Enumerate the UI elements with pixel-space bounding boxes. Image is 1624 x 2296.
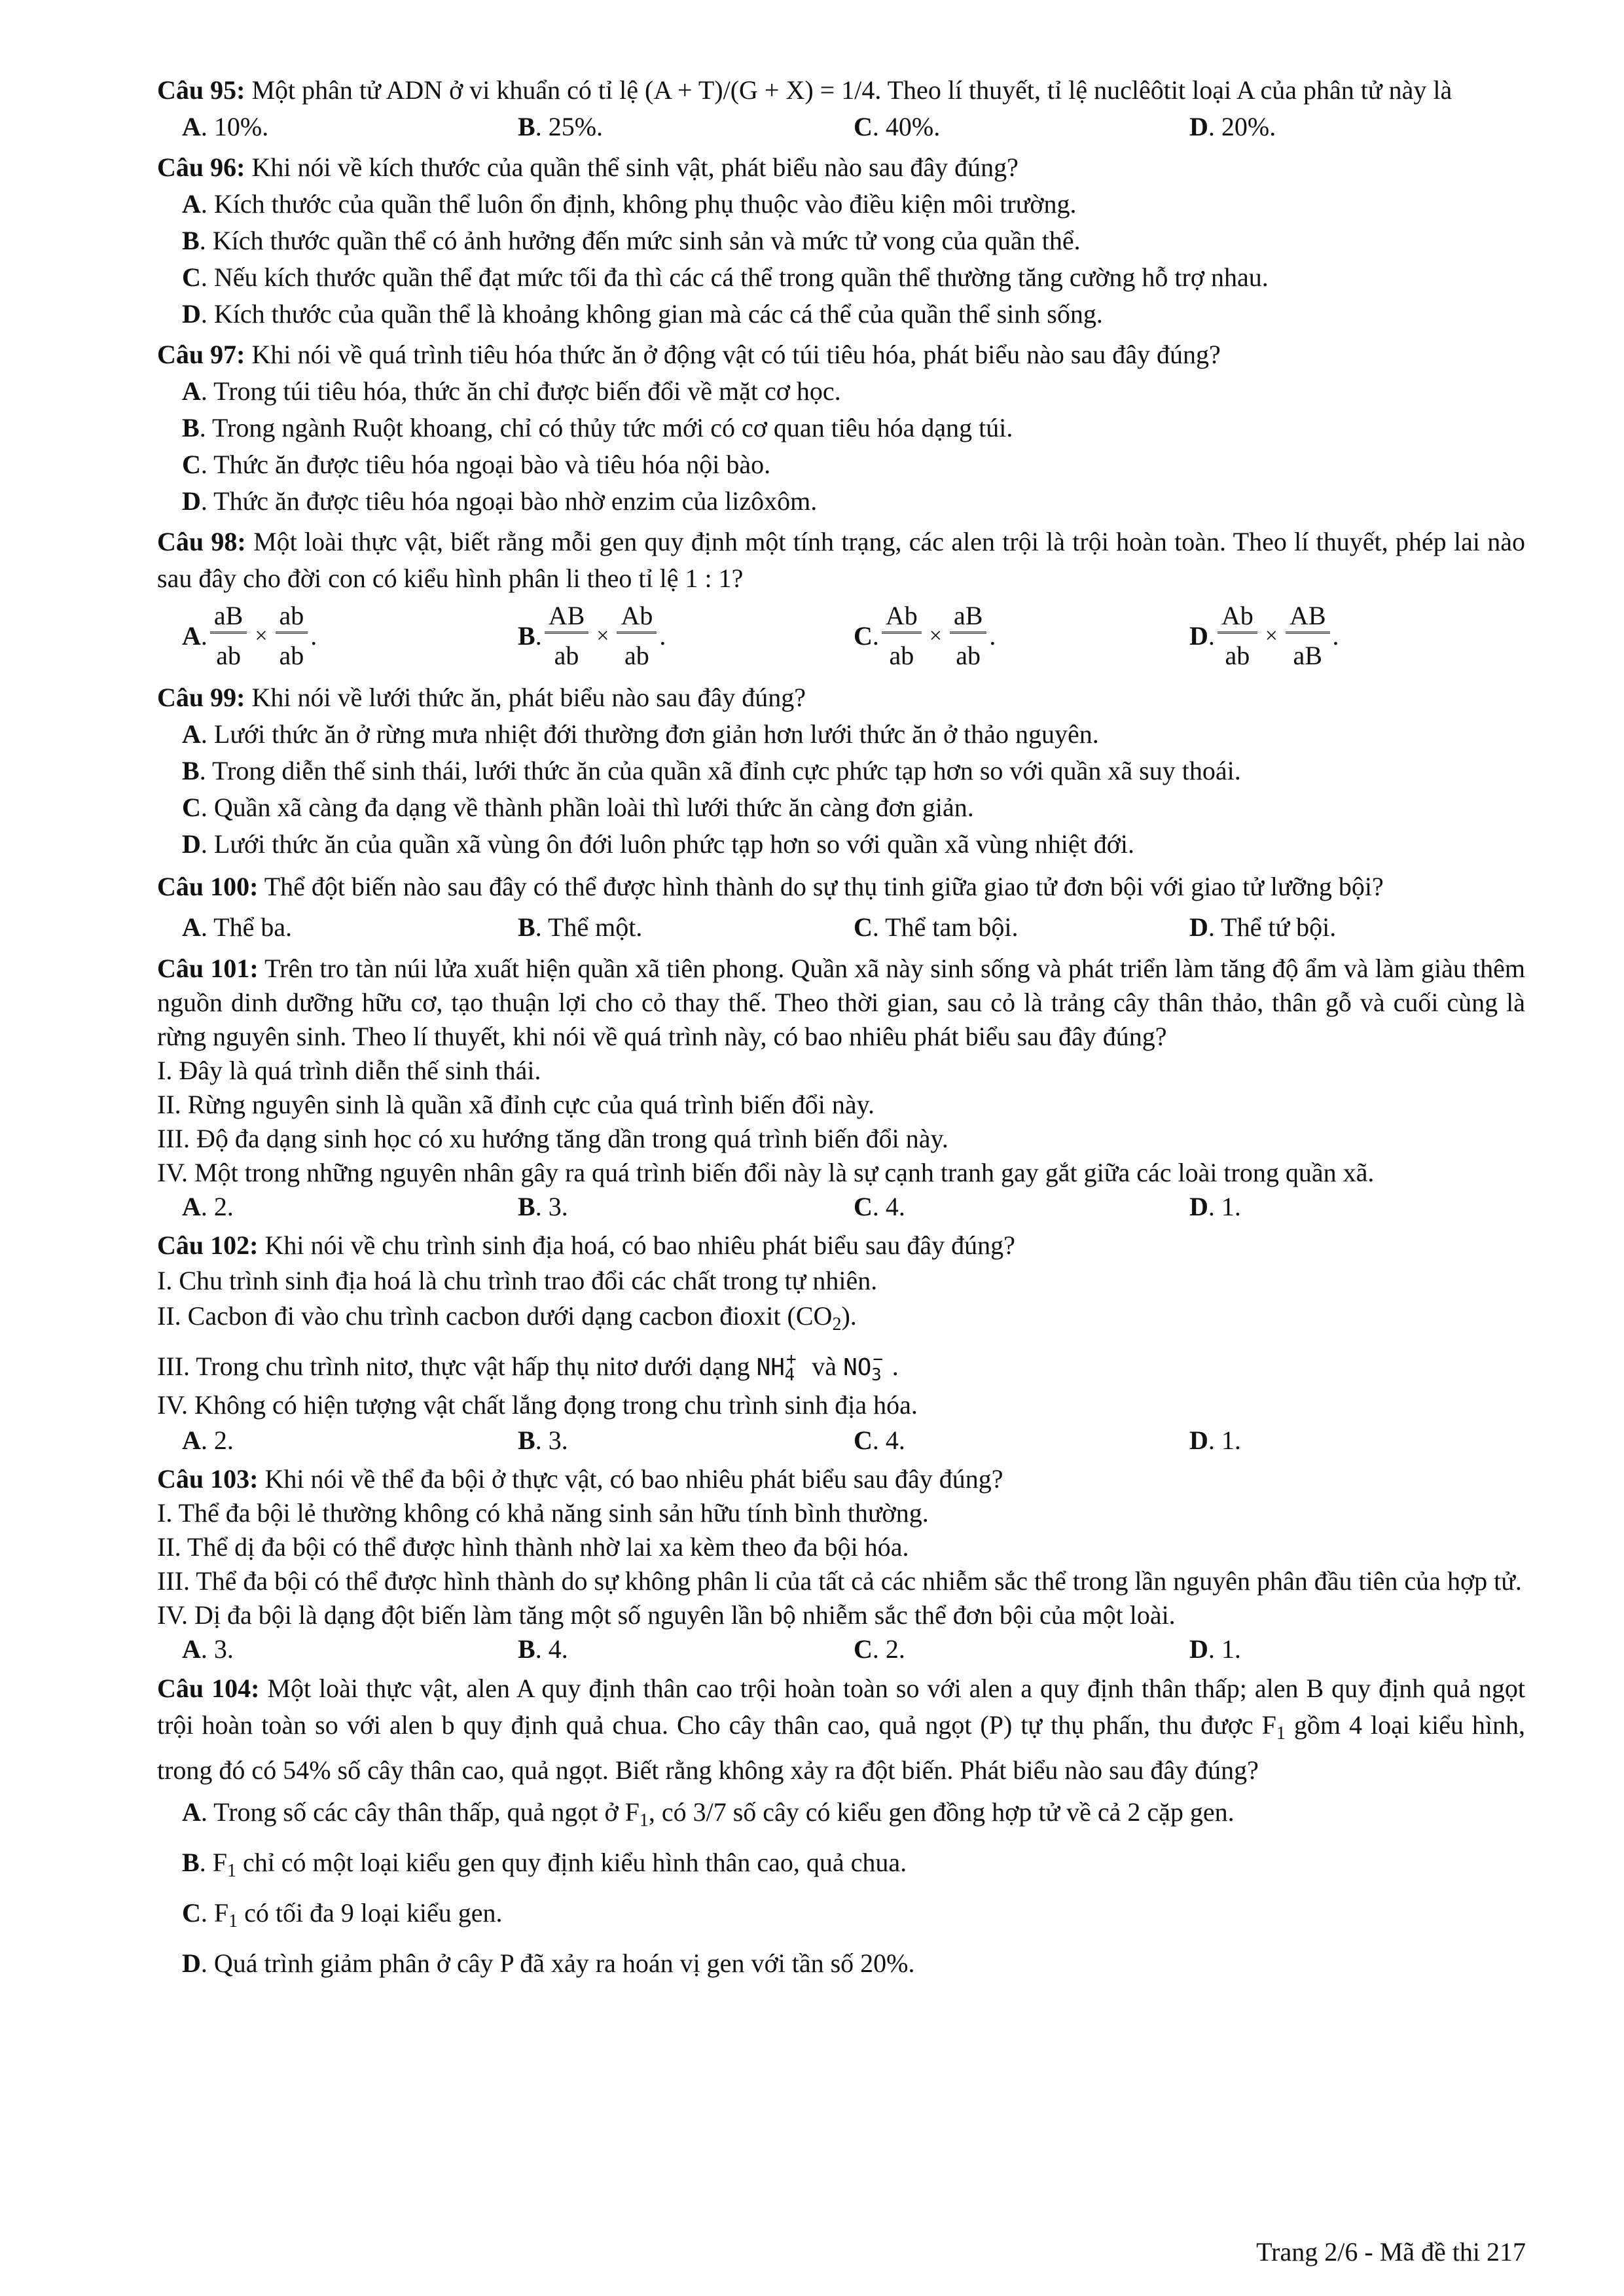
option-label: D xyxy=(1189,912,1208,942)
option-c[interactable] xyxy=(157,446,1525,483)
genotype-bottom: ab xyxy=(1225,640,1250,670)
statement-3 xyxy=(157,1349,1525,1388)
option-label: D xyxy=(1189,1634,1208,1664)
answer-options xyxy=(157,597,1525,675)
question-102 xyxy=(157,1228,1525,1458)
option-c[interactable] xyxy=(157,259,1525,296)
option-c[interactable] xyxy=(854,109,1189,145)
option-d[interactable] xyxy=(1189,600,1525,673)
option-label: D xyxy=(182,486,201,516)
subscript: 1 xyxy=(228,1911,238,1931)
option-text: . Thể tam bội. xyxy=(872,912,1019,942)
option-c[interactable] xyxy=(854,907,1189,948)
option-text: . 25%. xyxy=(535,112,604,141)
option-text: . 20%. xyxy=(1208,112,1276,141)
times-icon: × xyxy=(1265,624,1278,648)
option-label: C xyxy=(182,1898,201,1928)
subscript: 2 xyxy=(832,1314,842,1335)
option-c[interactable] xyxy=(854,600,1189,673)
option-a[interactable] xyxy=(182,1190,518,1224)
option-c[interactable] xyxy=(854,1190,1189,1224)
question-number: Câu 104: xyxy=(157,1674,260,1703)
subscript: 1 xyxy=(226,1861,236,1881)
genotype-top: Ab xyxy=(1218,600,1257,634)
question-104 xyxy=(157,1670,1525,1982)
option-text: . 4. xyxy=(535,1634,568,1664)
option-a[interactable] xyxy=(182,109,518,145)
option-b[interactable] xyxy=(518,600,854,673)
option-text: . Thể một. xyxy=(535,912,643,942)
nitrate-ion xyxy=(843,1350,892,1388)
statement-2: II. Thể dị đa bội có thể được hình thành nhờ lai xa kèm theo đa bội hóa. xyxy=(157,1532,909,1562)
genotype-fraction xyxy=(1218,600,1257,673)
question-number: Câu 99: xyxy=(157,683,245,712)
option-dot: . xyxy=(535,621,542,651)
statement-3: III. Thể đa bội có thể được hình thành do sự không phân li của tất cả các nhiễm sắc thể trong lần nguyên phân đầu tiên của hợp tử. xyxy=(157,1566,1522,1596)
question-text: Một phân tử ADN ở vi khuẩn có tỉ lệ (A + T)/(G + X) = 1/4. Theo lí thuyết, tỉ lệ nuclêôtit loại A của phân tử này là xyxy=(245,75,1453,105)
genotype-bottom: ab xyxy=(279,640,304,670)
answer-options xyxy=(157,1632,1525,1666)
page-footer: Trang 2/6 - Mã đề thi 217 xyxy=(1256,2237,1526,2267)
question-text: Khi nói về kích thước của quần thể sinh vật, phát biểu nào sau đây đúng? xyxy=(245,152,1019,182)
question-stem xyxy=(157,1670,1525,1789)
option-text: . 3. xyxy=(200,1634,234,1664)
option-label: A xyxy=(182,1797,201,1827)
option-c[interactable] xyxy=(157,789,1525,826)
answer-options xyxy=(157,1423,1525,1458)
question-stem xyxy=(157,679,1525,716)
option-a[interactable] xyxy=(157,1794,1525,1839)
option-label: A xyxy=(182,189,201,219)
option-label: C xyxy=(854,1192,873,1221)
option-text: . 2. xyxy=(872,1634,905,1664)
genotype-bottom: ab xyxy=(624,640,649,670)
question-text: Một loài thực vật, biết rằng mỗi gen quy định một tính trạng, các alen trội là trội hoàn toàn. Theo lí thuyết, phép lai nào sau đây cho đời con có kiểu hình phân li theo tỉ lệ 1 : 1? xyxy=(157,527,1526,593)
genotype-top: aB xyxy=(950,600,986,634)
question-99 xyxy=(157,679,1525,863)
option-c[interactable] xyxy=(157,1895,1525,1940)
statement-4: IV. Một trong những nguyên nhân gây ra quá trình biến đổi này là sự cạnh tranh gay gắt giữa các loài trong quần xã. xyxy=(157,1158,1375,1187)
option-text: . Trong diễn thế sinh thái, lưới thức ăn của quần xã đỉnh cực phức tạp hơn so với quần xã suy thoái. xyxy=(199,756,1241,785)
option-b[interactable] xyxy=(157,223,1525,259)
exam-page xyxy=(157,72,1525,1982)
option-d[interactable] xyxy=(157,483,1525,520)
option-label: C xyxy=(182,793,201,822)
question-number: Câu 100: xyxy=(157,872,259,901)
option-label: D xyxy=(182,1948,201,1978)
question-stem xyxy=(157,524,1525,597)
statement-2 xyxy=(157,1299,1525,1342)
option-text: . Kích thước của quần thể luôn ổn định, không phụ thuộc vào điều kiện môi trường. xyxy=(200,189,1077,219)
question-text: Khi nói về lưới thức ăn, phát biểu nào sau đây đúng? xyxy=(245,683,806,712)
question-stem xyxy=(157,1462,1525,1496)
ammonium-ion xyxy=(757,1350,806,1388)
question-number: Câu 95: xyxy=(157,75,245,105)
option-text-cont: , có 3/7 số cây có kiểu gen đồng hợp tử về cả 2 cặp gen. xyxy=(648,1797,1235,1827)
option-text: . 40%. xyxy=(872,112,941,141)
option-label: A xyxy=(182,1634,201,1664)
statement-2: II. Rừng nguyên sinh là quần xã đỉnh cực của quá trình biến đổi này. xyxy=(157,1090,875,1119)
question-number: Câu 96: xyxy=(157,152,245,182)
option-label: B xyxy=(518,1634,535,1664)
option-period: . xyxy=(1332,621,1339,651)
option-a[interactable] xyxy=(182,1632,518,1666)
question-96 xyxy=(157,149,1525,332)
option-label: C xyxy=(854,621,873,651)
question-text: Trên tro tàn núi lửa xuất hiện quần xã tiên phong. Quần xã này sinh sống và phát triển làm tăng độ ẩm và làm giàu thêm nguồn dinh dưỡng hữu cơ, tạo thuận lợi cho cỏ thay thế. Theo thời gian, sau cỏ là trảng cây thân thảo, thân gỗ và cuối cùng là rừng nguyên sinh. Theo lí thuyết, khi nói về quá trình này, có bao nhiêu phát biểu sau đây đúng? xyxy=(157,954,1525,1051)
genotype-top: Ab xyxy=(882,600,922,634)
answer-options xyxy=(157,907,1525,948)
option-label: A xyxy=(182,1192,201,1221)
answer-options xyxy=(157,109,1525,145)
option-text: . 1. xyxy=(1208,1426,1241,1455)
option-label: C xyxy=(182,450,201,479)
statement-tail: . xyxy=(892,1352,899,1381)
statement-1: I. Thể đa bội lẻ thường không có khả năng sinh sản hữu tính bình thường. xyxy=(157,1498,929,1528)
option-text: . Nếu kích thước quần thể đạt mức tối đa thì các cá thể trong quần thể thường tăng cường hỗ trợ nhau. xyxy=(200,262,1269,292)
question-103 xyxy=(157,1462,1525,1666)
option-text: . Thức ăn được tiêu hóa ngoại bào và tiêu hóa nội bào. xyxy=(200,450,771,479)
option-a[interactable] xyxy=(182,907,518,948)
option-text: . F xyxy=(200,1898,229,1928)
option-b[interactable] xyxy=(518,109,854,145)
genotype-fraction xyxy=(950,600,986,673)
option-text: . Lưới thức ăn ở rừng mưa nhiệt đới thường đơn giản hơn lưới thức ăn ở thảo nguyên. xyxy=(200,719,1099,749)
option-text: . Thể ba. xyxy=(200,912,293,942)
genotype-top: ab xyxy=(276,600,308,634)
statement-4: IV. Không có hiện tượng vật chất lắng đọng trong chu trình sinh địa hóa. xyxy=(157,1390,918,1420)
option-a[interactable] xyxy=(157,186,1525,223)
option-label: B xyxy=(518,1426,535,1455)
statement-text: II. Cacbon đi vào chu trình cacbon dưới dạng cacbon đioxit (CO xyxy=(157,1301,833,1331)
option-label: D xyxy=(182,299,201,329)
option-text: . 2. xyxy=(200,1192,234,1221)
option-text-cont: chỉ có một loại kiểu gen quy định kiểu hình thân cao, quả chua. xyxy=(236,1848,907,1877)
question-text: Khi nói về thể đa bội ở thực vật, có bao nhiêu phát biểu sau đây đúng? xyxy=(258,1464,1003,1494)
question-98 xyxy=(157,524,1525,675)
times-icon: × xyxy=(255,624,268,648)
question-stem xyxy=(157,952,1525,1054)
option-a[interactable] xyxy=(182,1423,518,1458)
genotype-top: AB xyxy=(545,600,589,634)
option-period: . xyxy=(310,621,317,651)
statement-4: IV. Dị đa bội là dạng đột biến làm tăng một số nguyên lần bộ nhiễm sắc thể đơn bội của một loài. xyxy=(157,1600,1176,1630)
times-icon: × xyxy=(929,624,942,648)
option-text: . 3. xyxy=(535,1426,568,1455)
genotype-top: aB xyxy=(210,600,247,634)
option-text: . 4. xyxy=(872,1426,905,1455)
option-dot: . xyxy=(872,621,879,651)
statement-1: I. Đây là quá trình diễn thế sinh thái. xyxy=(157,1056,541,1085)
option-label: A xyxy=(182,376,201,406)
option-d[interactable] xyxy=(1189,1423,1525,1458)
option-d[interactable] xyxy=(1189,907,1525,948)
option-text: . 1. xyxy=(1208,1634,1241,1664)
option-dot: . xyxy=(200,621,208,651)
genotype-top: AB xyxy=(1286,600,1330,634)
option-c[interactable] xyxy=(854,1632,1189,1666)
option-label: D xyxy=(1189,621,1208,651)
option-text: . Trong túi tiêu hóa, thức ăn chỉ được biến đổi về mặt cơ học. xyxy=(200,376,841,406)
question-text-cont: gồm 4 loại kiểu hình, trong đó có 54% số cây thân cao, quả ngọt. Biết rằng không xảy ra đột biến. Phát biểu nào sau đây đúng? xyxy=(157,1710,1525,1785)
question-number: Câu 103: xyxy=(157,1464,259,1494)
option-label: A xyxy=(182,112,201,141)
genotype-fraction xyxy=(617,600,657,673)
option-label: B xyxy=(518,621,535,651)
option-a[interactable] xyxy=(157,373,1525,410)
option-label: B xyxy=(182,226,200,255)
option-b[interactable] xyxy=(518,907,854,948)
question-stem xyxy=(157,149,1525,186)
question-101 xyxy=(157,952,1525,1224)
option-b[interactable] xyxy=(157,1844,1525,1890)
option-d[interactable] xyxy=(157,1945,1525,1982)
question-100 xyxy=(157,867,1525,948)
option-b[interactable] xyxy=(157,410,1525,446)
question-95 xyxy=(157,72,1525,145)
connector-text: và xyxy=(805,1352,844,1381)
question-stem xyxy=(157,867,1525,907)
option-label: D xyxy=(1189,112,1208,141)
question-number: Câu 97: xyxy=(157,340,245,369)
genotype-bottom: ab xyxy=(216,640,241,670)
genotype-bottom: ab xyxy=(554,640,579,670)
question-number: Câu 102: xyxy=(157,1230,259,1260)
option-label: C xyxy=(182,262,201,292)
option-label: B xyxy=(518,1192,535,1221)
option-text: . Lưới thức ăn của quần xã vùng ôn đới luôn phức tạp hơn so với quần xã vùng nhiệt đới. xyxy=(200,829,1135,859)
option-text: . Quá trình giảm phân ở cây P đã xảy ra hoán vị gen với tần số 20%. xyxy=(200,1948,915,1978)
option-b[interactable] xyxy=(518,1190,854,1224)
option-label: C xyxy=(854,1634,873,1664)
question-text: Khi nói về quá trình tiêu hóa thức ăn ở động vật có túi tiêu hóa, phát biểu nào sau đây đúng? xyxy=(245,340,1221,369)
option-dot: . xyxy=(1208,621,1215,651)
genotype-fraction xyxy=(545,600,589,673)
ion-charge: − xyxy=(873,1350,884,1369)
option-c[interactable] xyxy=(854,1423,1189,1458)
statement-1: I. Chu trình sinh địa hoá là chu trình trao đổi các chất trong tự nhiên. xyxy=(157,1266,878,1295)
question-number: Câu 101: xyxy=(157,954,259,983)
option-text: . F xyxy=(199,1848,227,1877)
ion-subscript: 4 xyxy=(784,1365,795,1385)
ion-charge: + xyxy=(785,1350,797,1369)
option-label: D xyxy=(1189,1192,1208,1221)
option-label: B xyxy=(182,756,200,785)
question-stem xyxy=(157,72,1525,109)
option-text-cont: có tối đa 9 loại kiểu gen. xyxy=(238,1898,503,1928)
genotype-bottom: ab xyxy=(889,640,914,670)
times-icon: × xyxy=(596,624,609,648)
option-text: . Quần xã càng đa dạng về thành phần loài thì lưới thức ăn càng đơn giản. xyxy=(200,793,974,822)
statement-tail: ). xyxy=(841,1301,857,1331)
option-text: . 1. xyxy=(1208,1192,1241,1221)
subscript: 1 xyxy=(639,1810,649,1831)
option-period: . xyxy=(989,621,996,651)
ion-base: NO xyxy=(843,1354,872,1381)
subscript: 1 xyxy=(1276,1723,1286,1744)
ion-subscript: 3 xyxy=(871,1365,882,1385)
option-b[interactable] xyxy=(518,1423,854,1458)
genotype-bottom: aB xyxy=(1293,640,1322,670)
genotype-fraction xyxy=(276,600,308,673)
option-b[interactable] xyxy=(518,1632,854,1666)
option-label: A xyxy=(182,719,201,749)
question-number: Câu 98: xyxy=(157,527,246,556)
option-period: . xyxy=(659,621,666,651)
option-label: C xyxy=(854,1426,873,1455)
option-d[interactable] xyxy=(1189,109,1525,145)
genotype-top: Ab xyxy=(617,600,657,634)
option-label: A xyxy=(182,912,201,942)
answer-options xyxy=(157,1190,1525,1224)
option-label: B xyxy=(518,912,535,942)
option-label: C xyxy=(854,112,873,141)
ion-base: NH xyxy=(756,1354,785,1381)
option-label: D xyxy=(182,829,201,859)
question-text: Thể đột biến nào sau đây có thể được hình thành do sự thụ tinh giữa giao tử đơn bội với giao tử lưỡng bội? xyxy=(258,872,1384,901)
option-label: C xyxy=(854,912,873,942)
option-label: B xyxy=(518,112,535,141)
option-label: B xyxy=(182,1848,200,1877)
option-text: . 3. xyxy=(535,1192,568,1221)
genotype-fraction xyxy=(882,600,922,673)
genotype-bottom: ab xyxy=(956,640,981,670)
option-d[interactable] xyxy=(157,826,1525,863)
option-a[interactable] xyxy=(157,716,1525,753)
question-stem xyxy=(157,336,1525,373)
option-text: . Trong số các cây thân thấp, quả ngọt ở F xyxy=(200,1797,640,1827)
option-label: B xyxy=(182,413,200,442)
option-text: . Kích thước của quần thể là khoảng không gian mà các cá thể của quần thể sinh sống. xyxy=(200,299,1103,329)
option-text: . 10%. xyxy=(200,112,269,141)
genotype-fraction xyxy=(210,600,247,673)
option-text: . Thể tứ bội. xyxy=(1208,912,1337,942)
option-text: . 4. xyxy=(872,1192,905,1221)
option-d[interactable] xyxy=(1189,1632,1525,1666)
question-97 xyxy=(157,336,1525,520)
question-text: Khi nói về chu trình sinh địa hoá, có bao nhiêu phát biểu sau đây đúng? xyxy=(258,1230,1015,1260)
option-label: D xyxy=(1189,1426,1208,1455)
statement-text: III. Trong chu trình nitơ, thực vật hấp thụ nitơ dưới dạng xyxy=(157,1352,757,1381)
option-b[interactable] xyxy=(157,753,1525,789)
option-a[interactable] xyxy=(182,600,518,673)
question-text: Một loài thực vật, alen A quy định thân cao trội hoàn toàn so với alen a quy định thân thấp; alen B quy định quả ngọt trội hoàn toàn so với alen b quy định quả chua. Cho cây thân cao, quả ngọt (P) tự thụ phấn, thu được F xyxy=(157,1674,1526,1740)
option-d[interactable] xyxy=(1189,1190,1525,1224)
option-label: A xyxy=(182,621,201,651)
option-text: . Trong ngành Ruột khoang, chỉ có thủy tức mới có cơ quan tiêu hóa dạng túi. xyxy=(199,413,1013,442)
genotype-fraction xyxy=(1286,600,1330,673)
option-text: . Thức ăn được tiêu hóa ngoại bào nhờ enzim của lizôxôm. xyxy=(200,486,818,516)
option-text: . 2. xyxy=(200,1426,234,1455)
option-label: A xyxy=(182,1426,201,1455)
option-d[interactable] xyxy=(157,296,1525,332)
option-text: . Kích thước quần thể có ảnh hưởng đến mức sinh sản và mức tử vong của quần thể. xyxy=(199,226,1081,255)
statement-3: III. Độ đa dạng sinh học có xu hướng tăng dần trong quá trình biến đổi này. xyxy=(157,1124,948,1153)
question-stem xyxy=(157,1228,1525,1263)
